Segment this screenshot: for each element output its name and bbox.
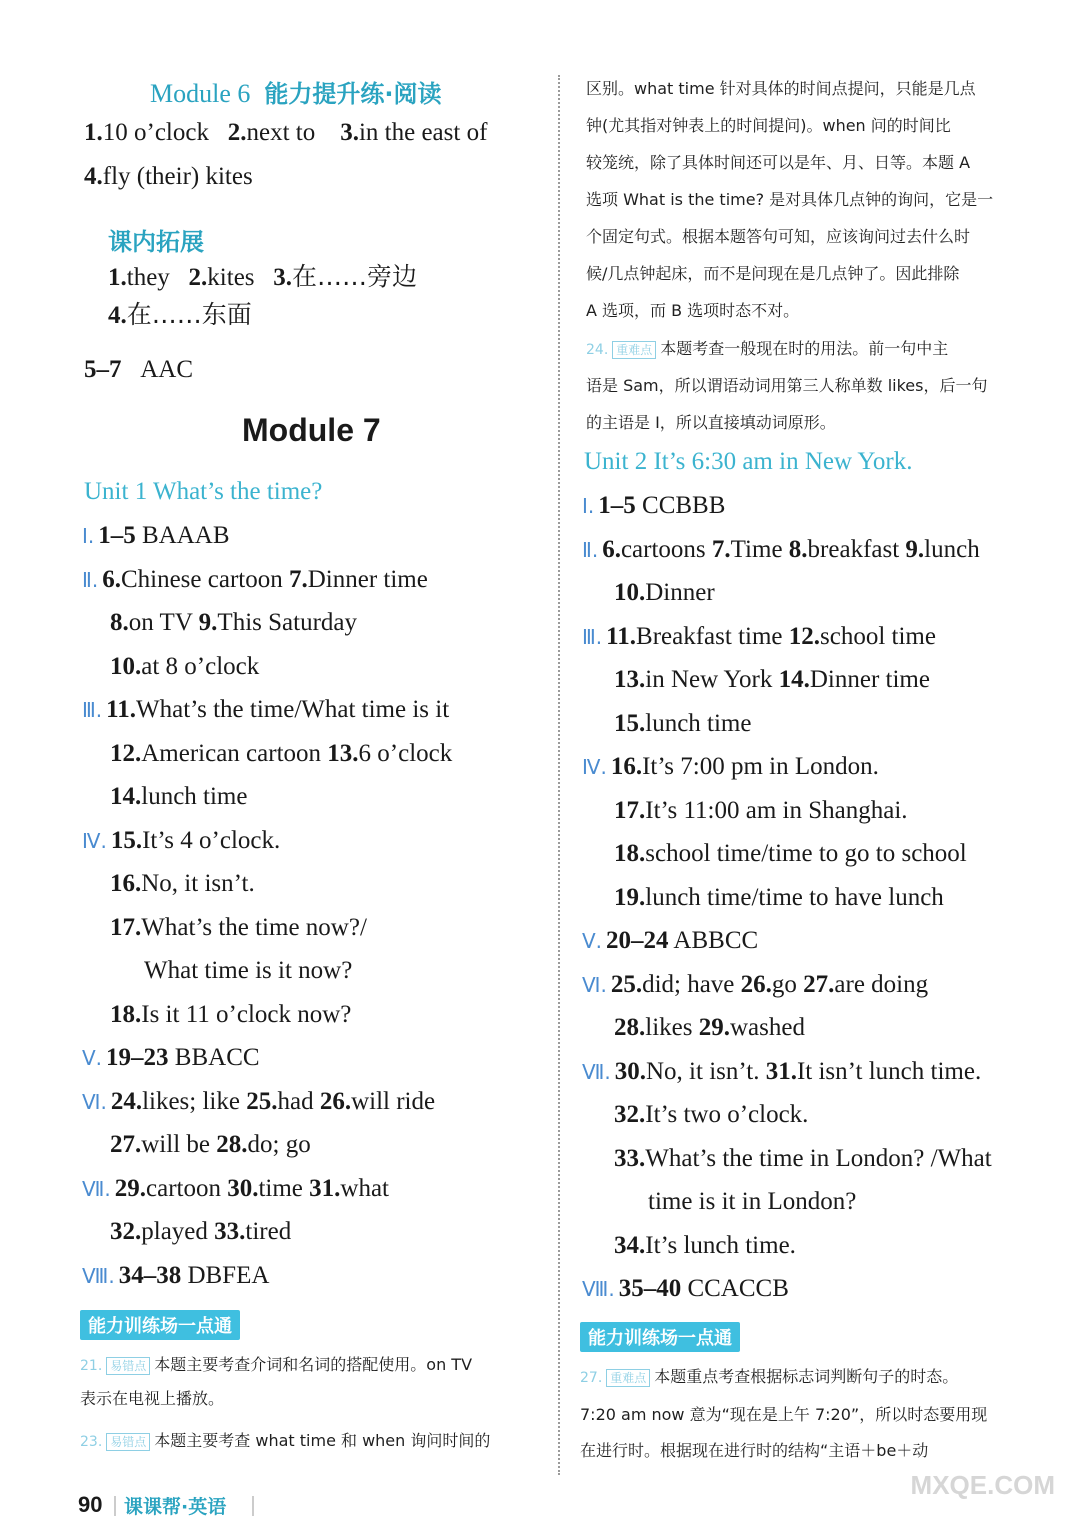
answer-text: 18.school time/time to go to school <box>614 840 967 867</box>
note-27-line1: 27. 重难点 本题重点考查根据标志词判断句子的时态。 <box>580 1367 959 1386</box>
section-numeral: Ⅴ. <box>582 929 603 953</box>
answer-line <box>614 1013 805 1043</box>
answer-text: 27.will be 28.do; go <box>110 1131 311 1158</box>
answer-text: 33.What’s the time in London? /What <box>614 1144 992 1172</box>
answer-line <box>110 913 367 943</box>
answer-text: 34–38 DBFEA <box>118 1261 270 1289</box>
answer-text: time is it in London? <box>648 1188 857 1215</box>
answer-line <box>82 565 428 595</box>
answer-line <box>82 1087 435 1117</box>
note-23-cont-l7: A 选项，而 B 选项时态不对。 <box>586 301 800 320</box>
section-numeral: Ⅳ. <box>582 755 607 779</box>
answer-line <box>82 1043 260 1073</box>
key-point-tag: 重难点 <box>606 1369 650 1387</box>
answer-line <box>582 1057 981 1087</box>
page-number: 90 <box>78 1492 103 1517</box>
note-23-cont-l4: 选项 What is the time? 是对具体几点钟的询问，它是一 <box>586 190 994 209</box>
answer-line <box>82 1174 389 1204</box>
answer-line <box>614 1100 808 1130</box>
ext-answers-line3: 5–7 AAC <box>84 356 194 383</box>
answer-text: 17.What’s the time now?/ <box>110 913 367 941</box>
answer-line <box>582 926 758 956</box>
section-numeral: Ⅰ. <box>582 494 595 518</box>
answer-line <box>582 752 879 782</box>
footer-separator <box>114 1496 116 1516</box>
answer-line <box>614 883 944 913</box>
note-23-cont-l1: 区别。what time 针对具体的时间点提问，只能是几点 <box>586 79 976 98</box>
answer-line <box>82 521 230 551</box>
answer-line <box>614 665 930 695</box>
answer-text: 18.Is it 11 o’clock now? <box>110 1000 352 1028</box>
key-point-tag: 重难点 <box>612 341 656 359</box>
note-21-line2: 表示在电视上播放。 <box>80 1389 225 1408</box>
section-numeral: Ⅱ. <box>82 567 99 592</box>
section-numeral: Ⅲ. <box>82 698 103 722</box>
m6-answers-line2: 4.fly (their) kites <box>84 163 253 190</box>
section-numeral: Ⅵ. <box>82 1089 107 1114</box>
answer-line <box>582 1274 789 1304</box>
answer-line <box>82 826 280 856</box>
answer-line <box>614 709 751 739</box>
section-numeral: Ⅵ. <box>582 972 607 997</box>
answer-text: 20–24 ABBCC <box>606 927 759 954</box>
answer-line <box>582 622 936 652</box>
note-24-line3: 的主语是 I，所以直接填动词原形。 <box>586 413 836 432</box>
answer-text: 17.It’s 11:00 am in Shanghai. <box>614 796 908 824</box>
answer-line <box>614 578 715 608</box>
module7-title: Module 7 <box>242 412 381 448</box>
answer-text: 30.No, it isn’t. 31.It isn’t lunch time. <box>614 1057 982 1085</box>
answer-line <box>144 956 352 986</box>
answer-line <box>110 608 357 638</box>
extension-heading: 课内拓展 <box>108 228 204 256</box>
answer-text: 16.It’s 7:00 pm in London. <box>610 753 879 780</box>
m6-answers-line1: 1.10 o’clock 2.next to 3.in the east of <box>84 119 488 146</box>
answer-line <box>582 491 725 521</box>
answer-text: 25.did; have 26.go 27.are doing <box>610 970 929 998</box>
unit2-heading: Unit 2 It’s 6:30 am in New York. <box>584 448 913 475</box>
footer-brand: 课课帮·英语 <box>124 1496 227 1518</box>
section-numeral: Ⅶ. <box>582 1059 611 1084</box>
answer-text: 19.lunch time/time to have lunch <box>614 883 944 911</box>
note-27-line2: 7:20 am now 意为“现在是上午 7:20”，所以时态要用现 <box>580 1405 988 1424</box>
answer-text: 13.in New York 14.Dinner time <box>614 666 930 693</box>
answer-text: 11.Breakfast time 12.school time <box>606 622 936 650</box>
answer-text: What time is it now? <box>144 957 353 984</box>
column-divider <box>558 75 560 1475</box>
module6-heading: Module 6 能力提升练·阅读 <box>150 79 442 108</box>
answer-text: 10.Dinner <box>614 579 715 606</box>
answer-text: 16.No, it isn’t. <box>110 870 255 897</box>
answer-line <box>614 1144 992 1174</box>
answer-text: 15.lunch time <box>614 709 752 737</box>
answer-text: 34.It’s lunch time. <box>614 1231 796 1259</box>
answer-line <box>582 970 928 1000</box>
answer-text: 1–5 CCBBB <box>598 492 726 519</box>
training-banner-left: 能力训练场一点通 <box>80 1310 240 1340</box>
answer-line <box>614 1231 796 1261</box>
answer-line <box>110 739 452 769</box>
note-27-line3: 在进行时。根据现在进行时的结构“主语＋be＋动 <box>580 1441 929 1460</box>
section-numeral: Ⅷ. <box>582 1277 615 1301</box>
note-21-line1: 21. 易错点 本题主要考查介词和名词的搭配使用。on TV <box>80 1355 473 1374</box>
answer-line <box>110 869 255 899</box>
answer-line <box>614 839 967 869</box>
answer-text: 35–40 CCACCB <box>618 1275 789 1302</box>
answer-line <box>582 535 980 565</box>
unit1-heading: Unit 1 What’s the time? <box>84 478 323 505</box>
answer-line <box>110 652 259 682</box>
section-numeral: Ⅲ. <box>582 624 603 649</box>
error-point-tag: 易错点 <box>106 1357 150 1375</box>
note-24-line1: 24. 重难点 本题考查一般现在时的用法。前一句中主 <box>586 339 949 358</box>
footer-separator <box>252 1496 254 1516</box>
note-23-line1: 23. 易错点 本题主要考查 what time 和 when 询问时间的 <box>80 1431 491 1450</box>
section-numeral: Ⅶ. <box>82 1176 111 1201</box>
answer-text: 19–23 BBACC <box>106 1044 260 1071</box>
answer-text: 32.played 33.tired <box>110 1218 292 1245</box>
answer-text: 1–5 BAAAB <box>98 522 230 549</box>
section-numeral: Ⅰ. <box>82 524 95 548</box>
answer-line <box>82 1261 269 1291</box>
answer-line <box>614 796 908 826</box>
answer-text: 28.likes 29.washed <box>614 1014 805 1041</box>
section-numeral: Ⅷ. <box>82 1263 115 1288</box>
note-23-cont-l6: 候/几点钟起床，而不是问现在是几点钟了。因此排除 <box>586 264 960 283</box>
watermark: MXQE.COM <box>910 1470 1055 1500</box>
answer-text: 6.Chinese cartoon 7.Dinner time <box>102 565 428 593</box>
answer-text: 6.cartoons 7.Time 8.breakfast 9.lunch <box>602 535 980 563</box>
section-numeral: Ⅳ. <box>82 828 107 853</box>
answer-text: 11.What’s the time/What time is it <box>106 696 450 723</box>
ext-answers-line1: 1.they 2.kites 3.在……旁边 <box>108 262 418 291</box>
answer-text: 15.It’s 4 o’clock. <box>110 826 281 854</box>
answer-text: 24.likes; like 25.had 26.will ride <box>110 1087 436 1115</box>
answer-line <box>82 695 449 725</box>
note-24-line2: 语是 Sam，所以谓语动词用第三人称单数 likes，后一句 <box>586 376 988 395</box>
answer-text: 12.American cartoon 13.6 o’clock <box>110 739 453 767</box>
answer-line <box>110 782 247 812</box>
answer-text: 10.at 8 o’clock <box>110 652 260 680</box>
section-numeral: Ⅴ. <box>82 1046 103 1070</box>
answer-text: 8.on TV 9.This Saturday <box>110 609 357 636</box>
answer-line <box>110 1000 351 1030</box>
section-numeral: Ⅱ. <box>582 537 599 562</box>
note-23-cont-l5: 个固定句式。根据本题答句可知，应该询问过去什么时 <box>586 227 971 246</box>
answer-line <box>110 1217 291 1247</box>
answer-text: 29.cartoon 30.time 31.what <box>114 1174 390 1202</box>
note-23-cont-l3: 较笼统，除了具体时间还可以是年、月、日等。本题 A <box>586 153 971 172</box>
training-banner-right: 能力训练场一点通 <box>580 1322 740 1352</box>
answer-text: 32.It’s two o’clock. <box>614 1101 809 1128</box>
error-point-tag: 易错点 <box>106 1433 150 1451</box>
ext-answers-line2: 4.在……东面 <box>108 300 252 329</box>
answer-text: 14.lunch time <box>110 783 248 810</box>
note-23-cont-l2: 钟(尤其指对钟表上的时间提问)。when 问的时间比 <box>586 116 951 135</box>
answer-line <box>110 1130 311 1160</box>
answer-line <box>648 1187 856 1217</box>
